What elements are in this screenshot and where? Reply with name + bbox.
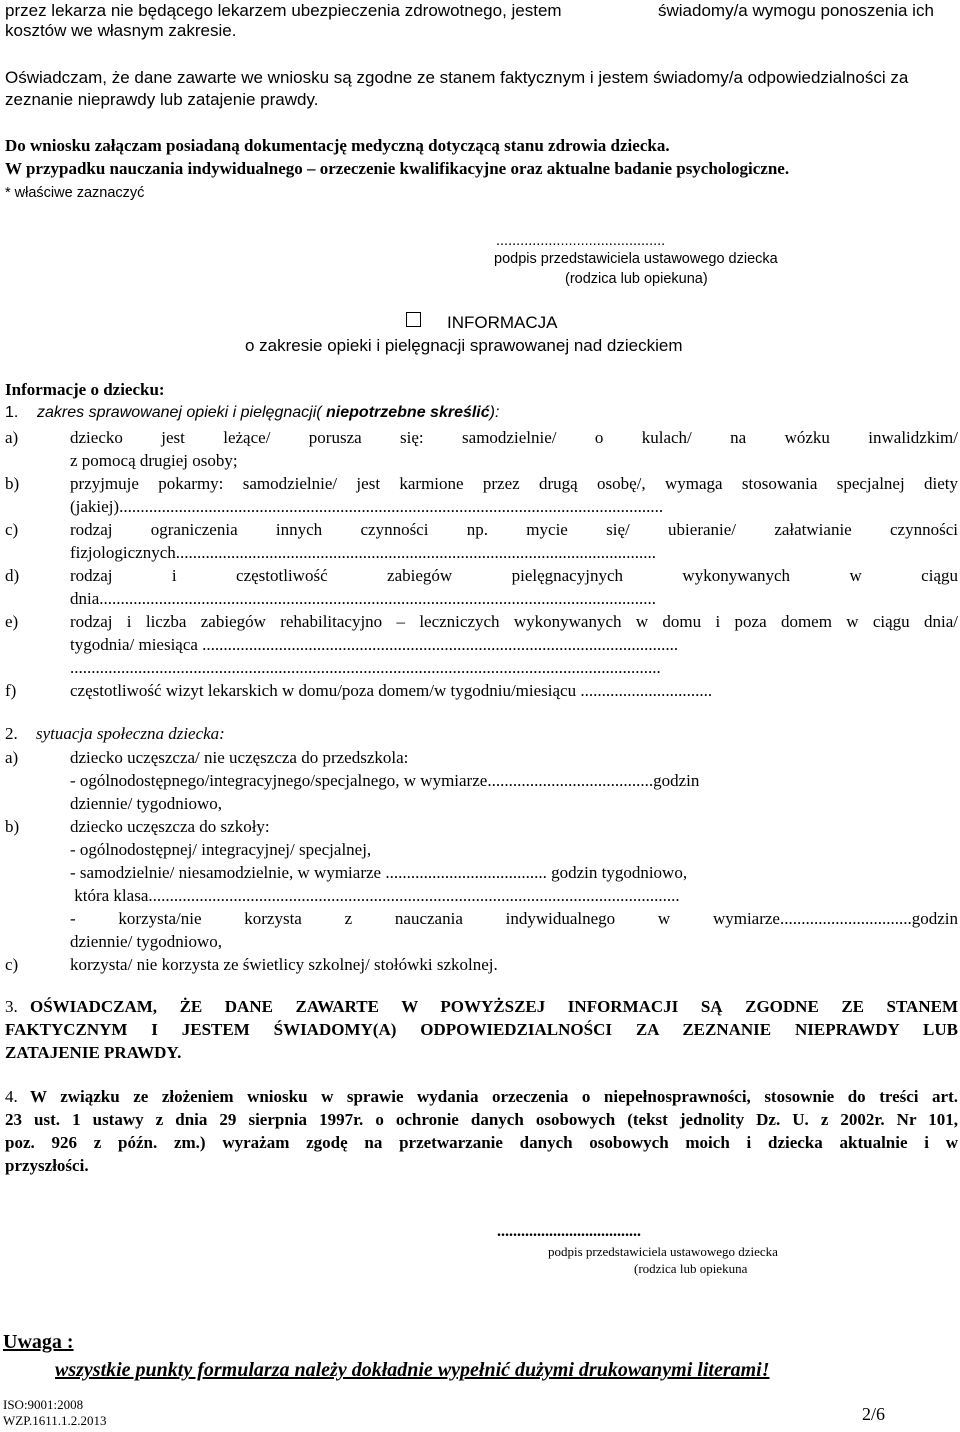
section-3-line-2: FAKTYCZNYM I JESTEM ŚWIADOMY(A) ODPOWIEDZIALNOŚCI ZA ZEZNANIE NIEPRAWDY LUB — [5, 1020, 958, 1039]
item-2a-line-2[interactable]: - ogólnodostępnego/integracyjnego/specjalnego, w wymiarze.......................................godzin — [70, 771, 700, 790]
section-1-title-text: zakres sprawowanej opieki i pielęgnacji( — [37, 404, 327, 421]
top-left-line-2: kosztów we własnym zakresie. — [5, 21, 237, 40]
item-2b-line-6: dziennie/ tygodniowo, — [70, 932, 223, 951]
item-2b-line-4[interactable]: która klasa............................................................................................................................. — [70, 886, 680, 905]
item-1a-line-2: z pomocą drugiej osoby; — [70, 451, 238, 470]
section-4-line-1: W związku ze złożeniem wniosku w sprawie wydania orzeczenia o niepełnosprawności, stosownie do treści art. — [30, 1087, 958, 1106]
signature-sublabel: (rodzica lub opiekuna) — [565, 271, 708, 287]
signature-dots: .......................................... — [496, 233, 666, 249]
item-2b-line-1: dziecko uczęszcza do szkoły: — [70, 817, 270, 836]
section-3-line-3: ZATAJENIE PRAWDY. — [5, 1043, 182, 1062]
section-1-number: 1. — [5, 404, 19, 421]
section-3-line-1: OŚWIADCZAM, ŻE DANE ZAWARTE W POWYŻSZEJ INFORMACJI SĄ ZGODNE ZE STANEM — [30, 997, 958, 1016]
section-4-line-2: 23 ust. 1 ustawy z dnia 29 sierpnia 1997r. o ochronie danych osobowych (tekst jednolity Dz. U. z 2002r. Nr 101, — [5, 1110, 958, 1129]
section-4-number: 4. — [5, 1087, 18, 1106]
item-1d-line-1: rodzaj i częstotliwość zabiegów pielęgnacyjnych wykonywanych w ciągu — [70, 566, 958, 585]
item-2c-line-1: korzysta/ nie korzysta ze świetlicy szkolnej/ stołówki szkolnej. — [70, 955, 498, 974]
mark-appropriate-note: * właściwe zaznaczyć — [5, 185, 145, 201]
item-1e-line-2[interactable]: tygodnia/ miesiąca ................................................................................................................ — [70, 635, 679, 654]
item-2a-line-3: dziennie/ tygodniowo, — [70, 794, 223, 813]
oswiadczam-line-1: Oświadczam, że dane zawarte we wniosku są zgodne ze stanem faktycznym i jestem świadomy/a odpowiedzialności za — [5, 68, 909, 87]
item-1a-label: a) — [5, 428, 19, 447]
oswiadczam-line-2: zeznanie nieprawdy lub zatajenie prawdy. — [5, 90, 319, 109]
informacja-subtitle: o zakresie opieki i pielęgnacji sprawowanej nad dzieckiem — [245, 336, 683, 355]
page-number: 2/6 — [862, 1404, 886, 1424]
item-2c-label: c) — [5, 955, 19, 974]
signature-2-sublabel: (rodzica lub opiekuna — [634, 1261, 748, 1276]
item-1a-line-1: dziecko jest leżące/ porusza się: samodzielnie/ o kulach/ na wózku inwalidzkim/ — [70, 428, 958, 447]
top-left-line-1: przez lekarza nie będącego lekarzem ubezpieczenia zdrowotnego, jestem — [5, 1, 562, 20]
item-1e-label: e) — [5, 612, 19, 631]
item-1c-line-1: rodzaj ograniczenia innych czynności np. mycie się/ ubieranie/ załatwianie czynności — [70, 520, 958, 539]
item-1d-label: d) — [5, 566, 20, 585]
section-1-title-bold: niepotrzebne skreślić — [326, 404, 490, 421]
section-4-line-3: poz. 926 z późn. zm.) wyrażam zgodę na przetwarzanie danych osobowych moich i dziecka aktualnie i w — [5, 1133, 958, 1152]
signature-label: podpis przedstawiciela ustawowego dziecka — [494, 251, 778, 267]
informacja-title-row — [406, 312, 558, 333]
checkbox-icon[interactable] — [406, 312, 421, 327]
footer-iso: ISO:9001:2008 — [3, 1397, 84, 1412]
section-2-title: sytuacja społeczna dziecka: — [36, 724, 225, 743]
item-2a-label: a) — [5, 748, 19, 767]
item-2b-line-2: - ogólnodostępnej/ integracyjnej/ specjalnej, — [70, 840, 372, 859]
section-3-number: 3. — [5, 997, 18, 1016]
item-1e-line-3[interactable]: ........................................................................................................................................... — [70, 658, 661, 677]
top-right-line: świadomy/a wymogu ponoszenia ich — [658, 1, 934, 20]
signature-2-label: podpis przedstawiciela ustawowego dziecka — [548, 1244, 778, 1259]
notice-label — [3, 1330, 74, 1354]
item-1c-label: c) — [5, 520, 19, 539]
item-1c-line-2[interactable]: fizjologicznych................................................................................................................. — [70, 543, 656, 562]
item-1b-line-1: przyjmuje pokarmy: samodzielnie/ jest karmione przez drugą osobę/, wymaga stosowania specjalnej diety — [70, 474, 958, 493]
item-2b-line-3[interactable]: - samodzielnie/ niesamodzielnie, w wymiarze ...................................... godzin tygodniowo, — [70, 863, 688, 882]
attachment-note: Do wniosku załączam posiadaną dokumentację medyczną dotyczącą stanu zdrowia dziecka. — [5, 136, 670, 155]
item-1b-line-2[interactable]: (jakiej)................................................................................................................................ — [70, 497, 664, 516]
section-1-title-end: ): — [489, 404, 500, 421]
item-2b-label: b) — [5, 817, 20, 836]
item-1f-line-1[interactable]: częstotliwość wizyt lekarskich w domu/poza domem/w tygodniu/miesiącu ............................... — [70, 681, 713, 700]
section-1-title — [37, 403, 499, 423]
item-1f-label: f) — [5, 681, 17, 700]
notice-label-text: Uwaga : — [3, 1331, 74, 1353]
section-4-line-4: przyszłości. — [5, 1156, 89, 1175]
item-2a-line-1: dziecko uczęszcza/ nie uczęszcza do przedszkola: — [70, 748, 409, 767]
child-info-heading: Informacje o dziecku: — [5, 380, 165, 399]
notice-text: wszystkie punkty formularza należy dokładnie wypełnić dużymi drukowanymi literami! — [55, 1359, 770, 1381]
item-1e-line-1: rodzaj i liczba zabiegów rehabilitacyjno – leczniczych wykonywanych w domu i poza domem w ciągu dnia/ — [70, 612, 958, 631]
individual-teaching-note: W przypadku nauczania indywidualnego – orzeczenie kwalifikacyjne oraz aktualne badanie psychologiczne. — [5, 159, 790, 178]
item-1b-label: b) — [5, 474, 20, 493]
signature-2-dots: .................................... — [497, 1223, 641, 1240]
item-2b-line-5[interactable]: - korzysta/nie korzysta z nauczania indywidualnego w wymiarze...............................godzin — [70, 909, 958, 928]
item-1d-line-2[interactable]: dnia................................................................................................................................... — [70, 589, 657, 608]
section-2-number: 2. — [5, 724, 18, 743]
informacja-title: INFORMACJA — [447, 313, 558, 332]
footer-code: WZP.1611.1.2.2013 — [3, 1413, 107, 1428]
